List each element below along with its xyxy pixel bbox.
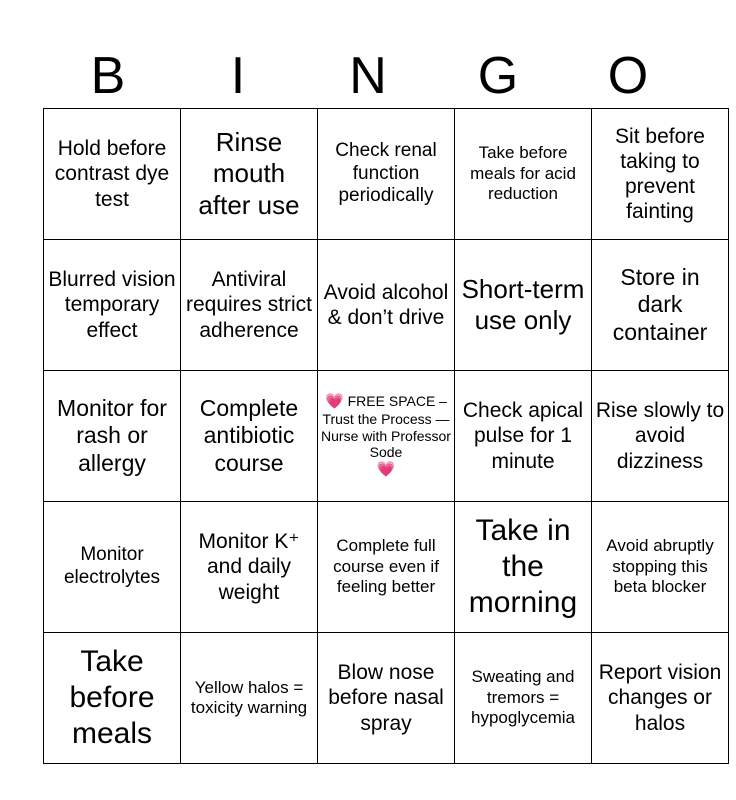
bingo-cell[interactable]: Check apical pulse for 1 minute	[455, 371, 592, 502]
bingo-header	[43, 44, 693, 108]
bingo-board	[43, 108, 729, 764]
board-row	[44, 109, 729, 240]
bingo-cell[interactable]: Sit before taking to prevent fainting	[592, 109, 729, 240]
bingo-cell[interactable]: Report vision changes or halos	[592, 633, 729, 764]
bingo-cell[interactable]: Antiviral requires strict adherence	[181, 240, 318, 371]
board-row	[44, 371, 729, 502]
header-letter-i: I	[230, 47, 246, 105]
header-letter-g: G	[477, 47, 519, 105]
bingo-cell[interactable]: Rise slowly to avoid dizziness	[592, 371, 729, 502]
bingo-cell[interactable]: Avoid alcohol & don’t drive	[318, 240, 455, 371]
board-row	[44, 502, 729, 633]
bingo-cell[interactable]: Complete antibiotic course	[181, 371, 318, 502]
bingo-cell[interactable]: Sweating and tremors = hypoglycemia	[455, 633, 592, 764]
bingo-cell[interactable]: Monitor for rash or allergy	[44, 371, 181, 502]
board-row	[44, 240, 729, 371]
bingo-cell[interactable]: Hold before contrast dye test	[44, 109, 181, 240]
free-space-cell[interactable]	[318, 371, 455, 502]
free-space-text: FREE SPACE – Trust the Process — Nurse with Professor Sode	[321, 392, 451, 461]
bingo-cell[interactable]: Monitor electrolytes	[44, 502, 181, 633]
bingo-cell[interactable]: Short-term use only	[455, 240, 592, 371]
bingo-cell[interactable]: Yellow halos = toxicity warning	[181, 633, 318, 764]
bingo-cell[interactable]: Monitor K⁺ and daily weight	[181, 502, 318, 633]
header-letter-n: N	[349, 47, 387, 105]
bingo-cell[interactable]: Rinse mouth after use	[181, 109, 318, 240]
bingo-cell[interactable]: Take before meals	[44, 633, 181, 764]
bingo-cell[interactable]: Take in the morning	[455, 502, 592, 633]
heart-icon: 💗	[376, 461, 396, 479]
board-row	[44, 633, 729, 764]
bingo-cell[interactable]: Take before meals for acid reduction	[455, 109, 592, 240]
bingo-cell[interactable]: Blurred vision temporary effect	[44, 240, 181, 371]
bingo-cell[interactable]: Store in dark container	[592, 240, 729, 371]
bingo-cell[interactable]: Avoid abruptly stopping this beta blocker	[592, 502, 729, 633]
header-letter-o: O	[607, 47, 649, 105]
header-letter-b: B	[90, 47, 126, 105]
bingo-cell[interactable]: Check renal function periodically	[318, 109, 455, 240]
heart-icon: 💗	[325, 392, 344, 410]
bingo-cell[interactable]: Complete full course even if feeling better	[318, 502, 455, 633]
bingo-cell[interactable]: Blow nose before nasal spray	[318, 633, 455, 764]
